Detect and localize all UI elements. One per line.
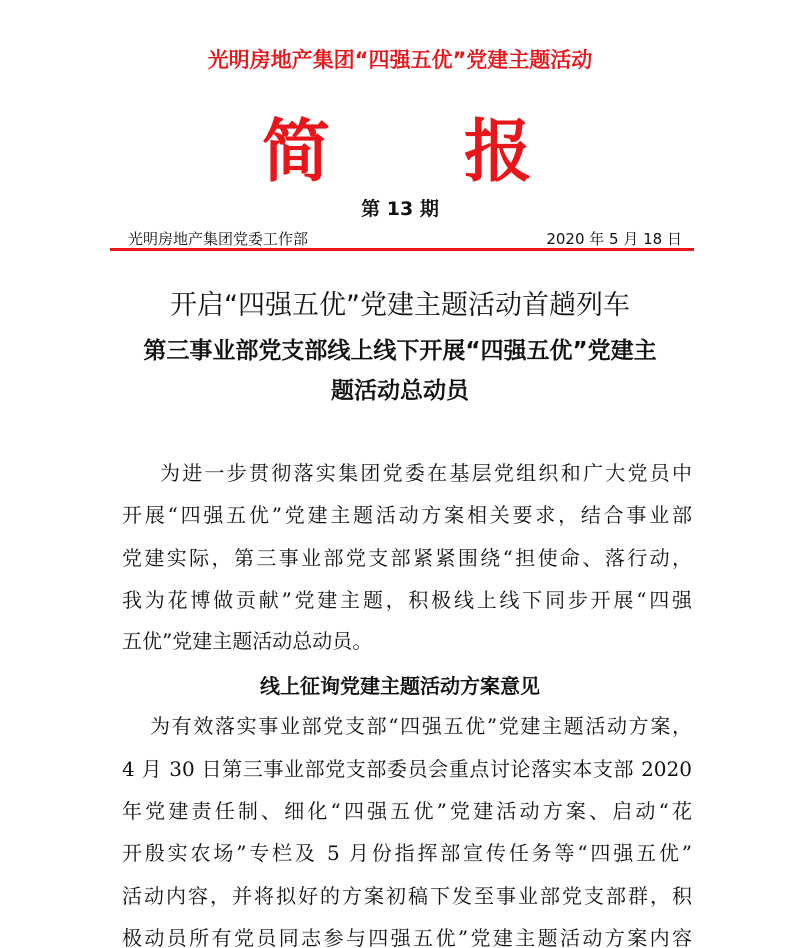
org-title: 光明房地产集团“四强五优”党建主题活动 bbox=[207, 48, 593, 72]
article-subtitle-line2: 题活动总动员 bbox=[331, 378, 469, 404]
publisher: 光明房地产集团党委工作部 bbox=[128, 230, 309, 248]
article-title: 开启“四强五优”党建主题活动首趟列车 bbox=[170, 290, 630, 321]
para1-line: 五优”党建主题活动总动员。 bbox=[122, 629, 373, 653]
publish-date: 2020 年 5 月 18 日 bbox=[546, 230, 682, 248]
para2-line: 活动内容，并将拟好的方案初稿下发至事业部党支部群，积 bbox=[122, 884, 692, 908]
para2-line: 年党建责任制、细化“四强五优”党建活动方案、启动“花 bbox=[122, 799, 692, 823]
article-subtitle-line1: 第三事业部党支部线上线下开展“四强五优”党建主 bbox=[143, 338, 657, 364]
masthead-bao: 报 bbox=[464, 112, 533, 192]
section-heading: 线上征询党建主题活动方案意见 bbox=[260, 674, 540, 698]
para2-line: 极动员所有党员同志参与四强五优”党建主题活动方案内容 bbox=[122, 926, 692, 948]
para1-line: 为进一步贯彻落实集团党委在基层党组织和广大党员中 bbox=[160, 461, 692, 485]
para2-line: 4 月 30 日第三事业部党支部委员会重点讨论落实本支部 2020 bbox=[122, 757, 692, 781]
red-divider bbox=[110, 248, 694, 251]
para1-line: 党建实际，第三事业部党支部紧紧围绕“担使命、落行动， bbox=[122, 546, 692, 570]
para1-line: 我为花博做贡献”党建主题，积极线上线下同步开展“四强 bbox=[122, 588, 692, 612]
para1-line: 开展“四强五优”党建主题活动方案相关要求，结合事业部 bbox=[122, 503, 692, 527]
masthead-jian: 简 bbox=[262, 112, 331, 192]
issue-number: 第 13 期 bbox=[361, 198, 439, 220]
para2-line: 为有效落实事业部党支部“四强五优”党建主题活动方案， bbox=[150, 714, 692, 738]
para2-line: 开殷实农场”专栏及 5 月份指挥部宣传任务等“四强五优” bbox=[122, 841, 692, 865]
